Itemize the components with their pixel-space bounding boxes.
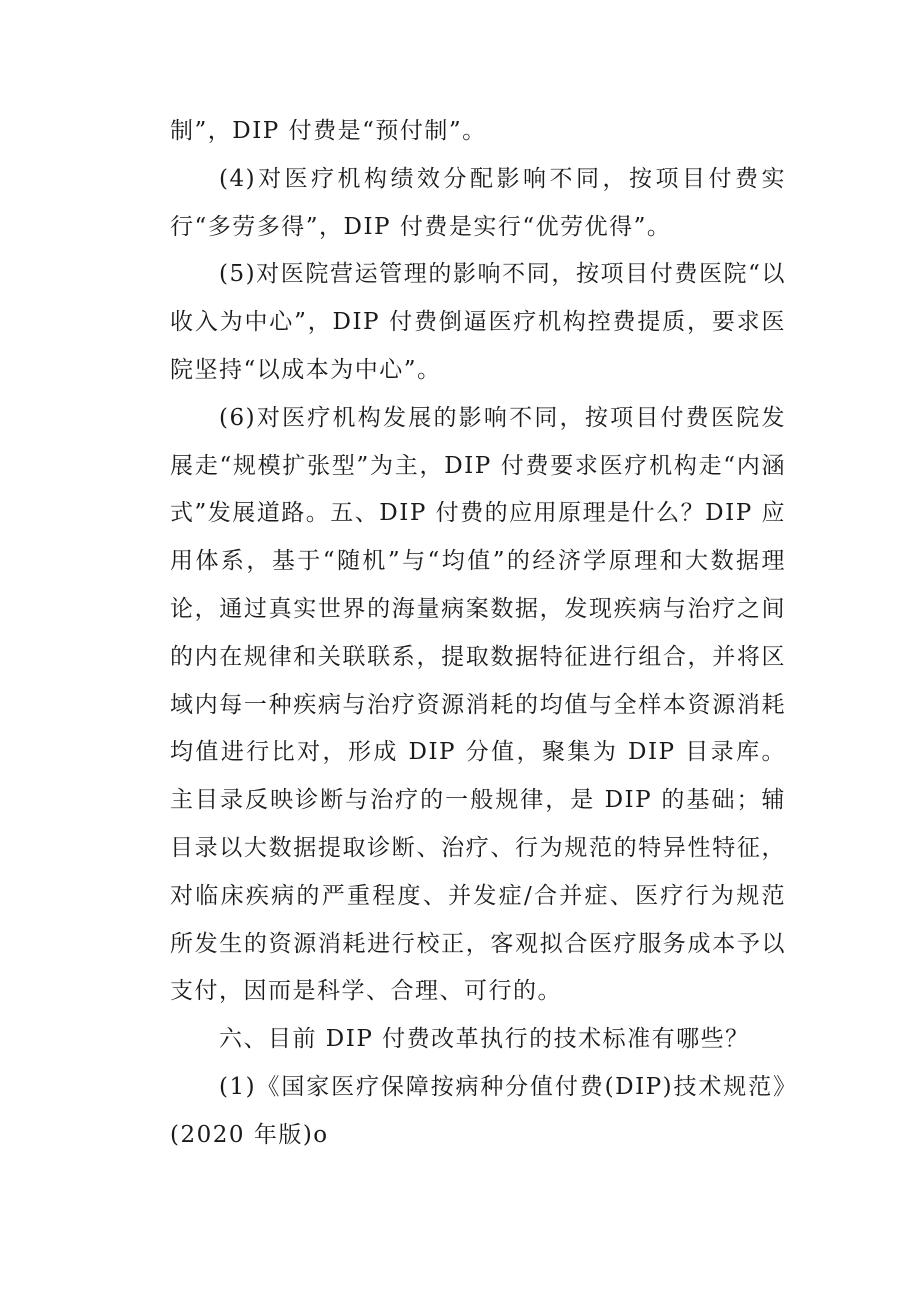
paragraph-4: (6)对医疗机构发展的影响不同，按项目付费医院发展走“规模扩张型”为主，DIP 付费要求医疗机构走“内涵式”发展道路。五、DIP 付费的应用原理是什么？DIP 应用体系，基于“随机”与“均值”的经济学原理和大数据理论，通过真实世界的海量病案数据，发现疾病与治疗之间的内在规律和关联联系，提取数据特征进行组合，并将区域内每一种疾病与治疗资源消耗的均值与全样本资源消耗均值进行比对，形成 DIP 分值，聚集为 DIP 目录库。主目录反映诊断与治疗的一般规律，是 DIP 的基础；辅目录以大数据提取诊断、治疗、行为规范的特异性特征，对临床疾病的严重程度、并发症/合并症、医疗行为规范所发生的资源消耗进行校正，客观拟合医疗服务成本予以支付，因而是科学、合理、可行的。 (170, 404, 786, 1005)
paragraph-1: 制”，DIP 付费是“预付制”。 (170, 118, 487, 144)
paragraph-5: 六、目前 DIP 付费改革执行的技术标准有哪些？ (219, 1026, 750, 1053)
paragraph-6: (1)《国家医疗保障按病种分值付费(DIP)技术规范》(2020 年版)o (170, 1073, 786, 1148)
paragraph-2: (4)对医疗机构绩效分配影响不同，按项目付费实行“多劳多得”，DIP 付费是实行“优劳优得”。 (170, 165, 786, 240)
body-text (170, 108, 786, 1160)
paragraph-3: (5)对医院营运管理的影响不同，按项目付费医院“以收入为中心”，DIP 付费倒逼医疗机构控费提质，要求医院坚持“以成本为中心”。 (170, 261, 786, 383)
